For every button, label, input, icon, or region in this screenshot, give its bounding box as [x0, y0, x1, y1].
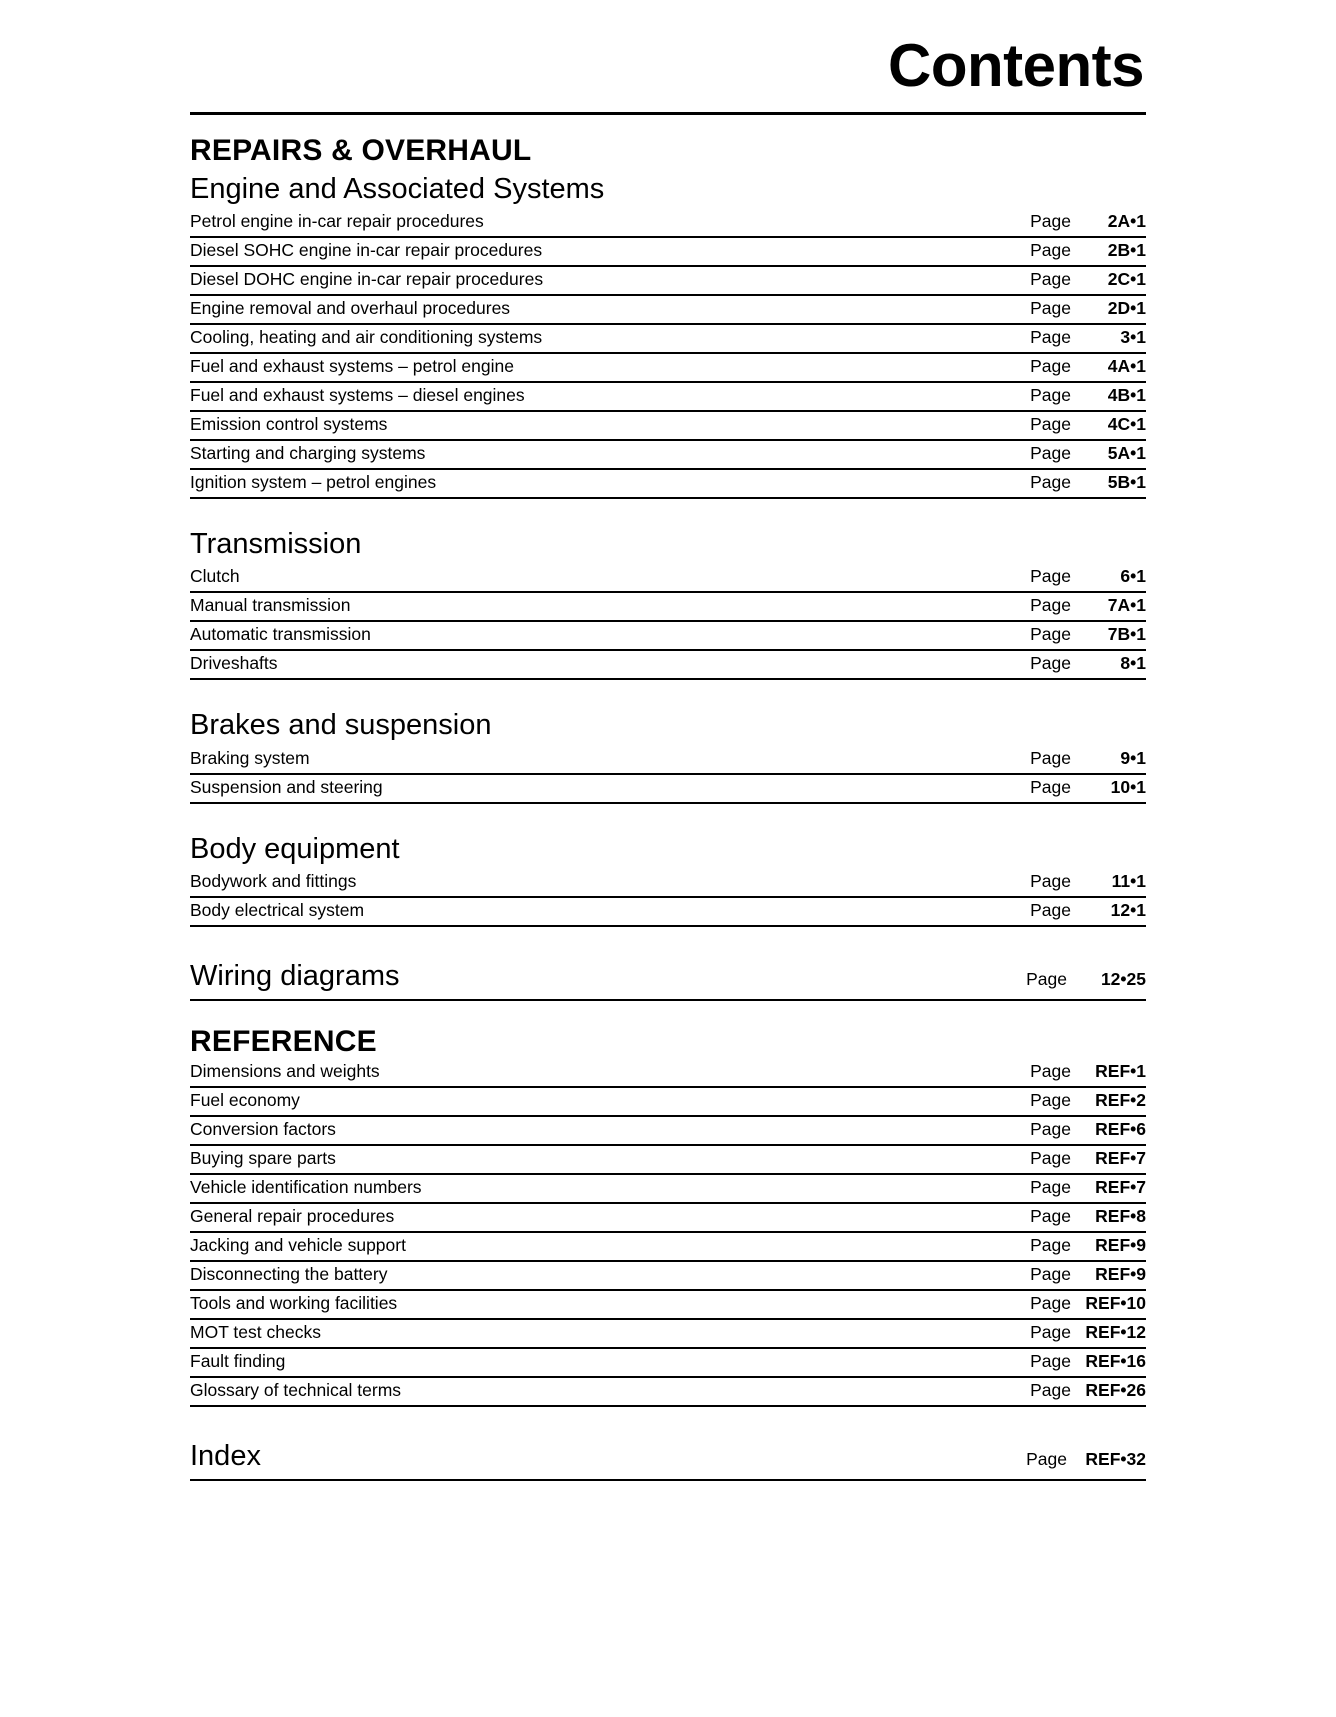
- page-label: Page: [1030, 747, 1071, 768]
- page-label: Page: [1030, 1176, 1071, 1197]
- entry-page: [1030, 624, 1146, 645]
- entry-list: [190, 209, 1146, 499]
- entry-title: Automatic transmission: [190, 624, 371, 645]
- entry-title: Buying spare parts: [190, 1147, 336, 1168]
- page-label: Page: [1030, 1321, 1071, 1342]
- page-label: Page: [1030, 210, 1071, 231]
- table-row[interactable]: [190, 651, 1146, 680]
- table-row[interactable]: [190, 1320, 1146, 1349]
- spacer: [190, 1407, 1146, 1438]
- table-row[interactable]: [190, 383, 1146, 412]
- entry-title: Fault finding: [190, 1350, 286, 1371]
- entry-title: Ignition system – petrol engines: [190, 471, 437, 492]
- wiring-diagrams-page: [1026, 969, 1146, 990]
- entry-page: [1030, 871, 1146, 892]
- entry-page: [1030, 298, 1146, 319]
- table-row[interactable]: [190, 775, 1146, 804]
- page-reference: 2A•1: [1107, 210, 1146, 231]
- entry-title: Starting and charging systems: [190, 442, 426, 463]
- table-row[interactable]: [190, 622, 1146, 651]
- entry-title: Tools and working facilities: [190, 1292, 398, 1313]
- page-reference: REF•10: [1085, 1292, 1146, 1313]
- page-reference: 3•1: [1120, 326, 1146, 347]
- entry-title: Emission control systems: [190, 413, 388, 434]
- page-label: Page: [1026, 1448, 1067, 1469]
- subsection-heading-engine-and-associated-systems: Engine and Associated Systems: [190, 172, 605, 205]
- page-reference: 5A•1: [1107, 442, 1146, 463]
- table-row[interactable]: [190, 1233, 1146, 1262]
- page-reference: 11•1: [1111, 870, 1146, 891]
- entry-page: [1030, 1351, 1146, 1372]
- entry-page: [1030, 1090, 1146, 1111]
- page-label: Page: [1030, 653, 1071, 674]
- section-heading-repairs-overhaul: REPAIRS & OVERHAUL: [190, 134, 532, 167]
- header-divider: [190, 112, 1146, 115]
- table-row[interactable]: [190, 746, 1146, 775]
- table-row[interactable]: [190, 1204, 1146, 1233]
- page-label: Page: [1030, 471, 1071, 492]
- entry-title: Diesel DOHC engine in-car repair procedures: [190, 268, 544, 289]
- page-label: Page: [1030, 566, 1071, 587]
- entry-title: MOT test checks: [190, 1321, 321, 1342]
- page-label: Page: [1030, 297, 1071, 318]
- page-reference: 4C•1: [1107, 413, 1146, 434]
- subsection-heading-body-equipment: Body equipment: [190, 832, 400, 865]
- entry-page: [1030, 748, 1146, 769]
- subsection-heading-brakes-and-suspension: Brakes and suspension: [190, 709, 492, 742]
- table-row[interactable]: [190, 869, 1146, 898]
- entry-title: Jacking and vehicle support: [190, 1234, 406, 1255]
- entry-title: Body electrical system: [190, 899, 365, 920]
- group-body-equipment: [190, 833, 1146, 927]
- page-reference: REF•9: [1095, 1263, 1146, 1284]
- page-label: Page: [1030, 1263, 1071, 1284]
- entry-title: General repair procedures: [190, 1205, 395, 1226]
- page-reference: REF•7: [1095, 1147, 1146, 1168]
- wiring-diagrams-title: Wiring diagrams: [190, 959, 400, 992]
- entry-page: [1030, 443, 1146, 464]
- page-reference: REF•8: [1095, 1205, 1146, 1226]
- entry-title: Bodywork and fittings: [190, 870, 357, 891]
- entry-page: [1030, 472, 1146, 493]
- page-reference: 4B•1: [1107, 384, 1146, 405]
- entry-title: Manual transmission: [190, 595, 351, 616]
- table-row[interactable]: [190, 1146, 1146, 1175]
- table-row[interactable]: [190, 412, 1146, 441]
- index-page: [1026, 1449, 1146, 1470]
- entry-page: [1030, 240, 1146, 261]
- group-brakes-and-suspension: [190, 709, 1146, 803]
- page-reference: REF•2: [1095, 1089, 1146, 1110]
- page-reference: REF•9: [1095, 1234, 1146, 1255]
- entry-page: [1030, 356, 1146, 377]
- page-label: Page: [1030, 442, 1071, 463]
- table-row[interactable]: [190, 1378, 1146, 1407]
- entry-title: Petrol engine in-car repair procedures: [190, 210, 484, 231]
- page-reference: 12•25: [1100, 968, 1146, 989]
- page-label: Page: [1030, 384, 1071, 405]
- page-label: Page: [1030, 1060, 1071, 1081]
- entry-page: [1030, 1235, 1146, 1256]
- table-row[interactable]: [190, 1117, 1146, 1146]
- page-reference: 8•1: [1120, 653, 1146, 674]
- entry-page: [1030, 269, 1146, 290]
- entry-page: [1030, 1264, 1146, 1285]
- entry-title: Fuel and exhaust systems – diesel engines: [190, 384, 525, 405]
- table-row[interactable]: [190, 238, 1146, 267]
- page-reference: 7B•1: [1107, 624, 1146, 645]
- page-reference: 5B•1: [1107, 471, 1146, 492]
- page-label: Page: [1030, 595, 1071, 616]
- page-header: [190, 0, 1146, 99]
- page-title: Contents: [888, 32, 1144, 99]
- subsection-heading-transmission: Transmission: [190, 527, 362, 560]
- page-label: Page: [1030, 870, 1071, 891]
- entry-title: Fuel and exhaust systems – petrol engine: [190, 355, 514, 376]
- group-transmission: [190, 528, 1146, 680]
- page-label: Page: [1030, 413, 1071, 434]
- page-reference: 2B•1: [1107, 239, 1146, 260]
- table-row[interactable]: [190, 209, 1146, 238]
- entry-page: [1030, 900, 1146, 921]
- page-label: Page: [1030, 1234, 1071, 1255]
- entry-page: [1030, 595, 1146, 616]
- entry-page: [1030, 1148, 1146, 1169]
- table-row[interactable]: [190, 470, 1146, 499]
- entry-page: [1030, 1061, 1146, 1082]
- table-row[interactable]: [190, 296, 1146, 325]
- entry-page: [1030, 566, 1146, 587]
- table-row[interactable]: [190, 325, 1146, 354]
- page-reference: 12•1: [1110, 899, 1146, 920]
- page-label: Page: [1030, 1118, 1071, 1139]
- entry-page: [1030, 1119, 1146, 1140]
- page-label: Page: [1030, 899, 1071, 920]
- entry-title: Braking system: [190, 747, 310, 768]
- entry-page: [1030, 414, 1146, 435]
- page-label: Page: [1030, 1350, 1071, 1371]
- table-row[interactable]: [190, 564, 1146, 593]
- page-reference: 4A•1: [1107, 355, 1146, 376]
- page-reference: 10•1: [1110, 776, 1146, 797]
- entry-title: Glossary of technical terms: [190, 1379, 402, 1400]
- table-row[interactable]: [190, 1088, 1146, 1117]
- entry-title: Cooling, heating and air conditioning systems: [190, 326, 543, 347]
- page-reference: REF•26: [1085, 1379, 1146, 1400]
- index-entry[interactable]: [190, 1438, 1146, 1481]
- entry-page: [1030, 1293, 1146, 1314]
- page-reference: 7A•1: [1107, 595, 1146, 616]
- wiring-diagrams-entry[interactable]: [190, 958, 1146, 1001]
- table-row[interactable]: [190, 593, 1146, 622]
- page-label: Page: [1030, 1089, 1071, 1110]
- entry-title: Disconnecting the battery: [190, 1263, 388, 1284]
- entry-title: Dimensions and weights: [190, 1060, 380, 1081]
- table-row[interactable]: [190, 1262, 1146, 1291]
- reference-heading: REFERENCE: [190, 1024, 377, 1058]
- page-label: Page: [1030, 624, 1071, 645]
- page-reference: REF•1: [1095, 1060, 1146, 1081]
- page-label: Page: [1030, 1147, 1071, 1168]
- entry-title: Diesel SOHC engine in-car repair procedures: [190, 239, 543, 260]
- page-reference: 2C•1: [1107, 268, 1146, 289]
- group-engine-and-associated-systems: [190, 173, 1146, 499]
- page-reference: REF•16: [1085, 1350, 1146, 1371]
- entry-page: [1030, 385, 1146, 406]
- contents-body: [190, 0, 1146, 1481]
- page-label: Page: [1030, 355, 1071, 376]
- page-label: Page: [1030, 1292, 1071, 1313]
- entry-title: Engine removal and overhaul procedures: [190, 297, 511, 318]
- table-row[interactable]: [190, 1175, 1146, 1204]
- entry-page: [1030, 1206, 1146, 1227]
- reference-entries: [190, 1059, 1146, 1407]
- spacer: [190, 927, 1146, 958]
- page-label: Page: [1030, 239, 1071, 260]
- entry-title: Vehicle identification numbers: [190, 1176, 422, 1197]
- entry-page: [1030, 211, 1146, 232]
- page-reference: REF•12: [1085, 1321, 1146, 1342]
- entry-list: [190, 564, 1146, 680]
- entry-page: [1030, 1380, 1146, 1401]
- entry-title: Conversion factors: [190, 1118, 336, 1139]
- page-reference: REF•32: [1085, 1448, 1146, 1469]
- entry-page: [1030, 1177, 1146, 1198]
- entry-title: Suspension and steering: [190, 776, 383, 797]
- page-label: Page: [1030, 326, 1071, 347]
- table-row[interactable]: [190, 1349, 1146, 1378]
- table-row[interactable]: [190, 267, 1146, 296]
- entry-page: [1030, 777, 1146, 798]
- sections-container: [190, 134, 1146, 927]
- entry-title: Driveshafts: [190, 653, 278, 674]
- page-label: Page: [1026, 968, 1067, 989]
- entry-list: [190, 869, 1146, 927]
- entry-title: Fuel economy: [190, 1089, 300, 1110]
- entry-title: Clutch: [190, 566, 240, 587]
- page-label: Page: [1030, 1205, 1071, 1226]
- table-row[interactable]: [190, 898, 1146, 927]
- page-reference: REF•6: [1095, 1118, 1146, 1139]
- entry-page: [1030, 1322, 1146, 1343]
- table-row[interactable]: [190, 354, 1146, 383]
- table-row[interactable]: [190, 1059, 1146, 1088]
- entry-list: [190, 746, 1146, 804]
- page-reference: REF•7: [1095, 1176, 1146, 1197]
- page-label: Page: [1030, 776, 1071, 797]
- index-title: Index: [190, 1439, 261, 1472]
- table-row[interactable]: [190, 441, 1146, 470]
- page-label: Page: [1030, 1379, 1071, 1400]
- page-reference: 9•1: [1120, 747, 1146, 768]
- page-reference: 6•1: [1120, 566, 1146, 587]
- table-row[interactable]: [190, 1291, 1146, 1320]
- page-reference: 2D•1: [1107, 297, 1146, 318]
- page-label: Page: [1030, 268, 1071, 289]
- entry-page: [1030, 327, 1146, 348]
- entry-page: [1030, 653, 1146, 674]
